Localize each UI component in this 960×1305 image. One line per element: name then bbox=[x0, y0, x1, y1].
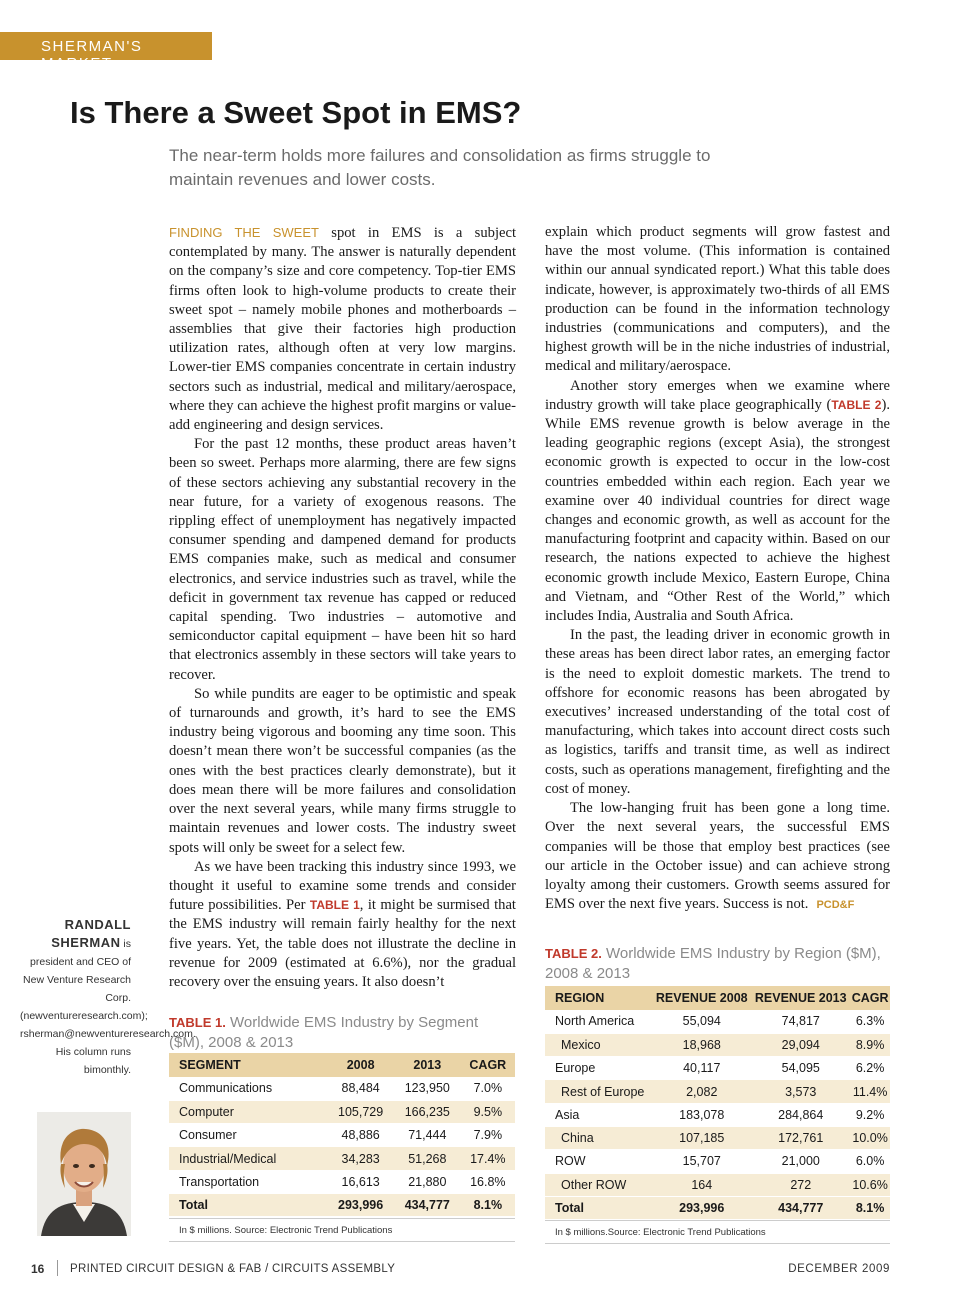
table-cell: 18,968 bbox=[652, 1033, 751, 1056]
table-cell: 9.2% bbox=[850, 1103, 890, 1126]
author-photo-icon bbox=[37, 1112, 131, 1236]
table-row bbox=[545, 1057, 890, 1080]
table-cell: Europe bbox=[545, 1057, 652, 1080]
table-1-bottom-rule bbox=[169, 1241, 515, 1242]
table-row bbox=[545, 1010, 890, 1033]
table-cell: 17.4% bbox=[461, 1147, 515, 1170]
table-cell: Computer bbox=[169, 1100, 327, 1123]
table-cell: 6.0% bbox=[850, 1150, 890, 1173]
table-cell: 15,707 bbox=[652, 1150, 751, 1173]
table-cell: Other ROW bbox=[545, 1173, 652, 1196]
table-2-source: In $ millions.Source: Electronic Trend Publications bbox=[555, 1227, 766, 1238]
table-cell: 9.5% bbox=[461, 1100, 515, 1123]
author-portrait bbox=[37, 1112, 131, 1236]
table-cell: China bbox=[545, 1126, 652, 1149]
page-number: 16 bbox=[31, 1262, 45, 1276]
lead-in: FINDING THE SWEET bbox=[169, 225, 319, 240]
table-cell: 2,082 bbox=[652, 1080, 751, 1103]
table-1-rule bbox=[169, 1218, 515, 1219]
table-cell: 284,864 bbox=[751, 1103, 850, 1126]
table-2-label: TABLE 2. bbox=[545, 946, 602, 961]
column-header: REGION bbox=[545, 986, 652, 1010]
paragraph: For the past 12 months, these product areas haven’t been so sweet. Perhaps more alarming, there are few signs of these sectors achieving any substantial recovery in the near future, for a variety of exogenous reasons. The rippling effect of unemployment has negatively impacted consumer spending and dampened demand for products EMS companies make, such as medical and consumer electronics, and service industries such as travel, while the deficit in government tax revenue has capped or reduced capital spending. Two industries – automotive and semiconductor capital equipment – have been hit so hard that electronics assembly in these sectors will take years to recover. bbox=[169, 436, 516, 683]
table-2-reference[interactable]: TABLE 2 bbox=[831, 397, 882, 412]
table-cell: 51,268 bbox=[394, 1147, 461, 1170]
table-cell: Mexico bbox=[545, 1033, 652, 1056]
table-cell: 54,095 bbox=[751, 1057, 850, 1080]
column-header: 2013 bbox=[394, 1053, 461, 1077]
table-cell: 293,996 bbox=[652, 1196, 751, 1219]
table-1-title bbox=[169, 1013, 514, 1053]
table-2-rule bbox=[545, 1220, 890, 1221]
table-cell: 55,094 bbox=[652, 1010, 751, 1033]
body-column-left bbox=[169, 223, 516, 992]
table-cell: 293,996 bbox=[327, 1193, 394, 1216]
headline: Is There a Sweet Spot in EMS? bbox=[70, 95, 522, 130]
table-cell: 88,484 bbox=[327, 1077, 394, 1100]
paragraph-text: spot in EMS is a subject contemplated by many. The answer is naturally dependent on the company’s size and core competency. Top-tier EMS firms often look to high-volume products to create their sweet spot – namely mobile phones and motherboards – assemblies that give their factories high production utilization rates, although often at very low margins. Lower-tier EMS companies concentrate in certain industry sectors such as industrial, medical and military/aerospace, where they can achieve the highest profit margins or value-add engineering and design services. bbox=[169, 225, 517, 434]
table-1-reference[interactable]: TABLE 1 bbox=[309, 898, 360, 913]
table-cell: 16.8% bbox=[461, 1170, 515, 1193]
table-cell: Communications bbox=[169, 1077, 327, 1100]
table-cell: 8.1% bbox=[850, 1196, 890, 1219]
table-header-row bbox=[169, 1053, 515, 1077]
paragraph bbox=[169, 223, 516, 435]
table-row bbox=[169, 1077, 515, 1100]
table-header-row bbox=[545, 986, 890, 1010]
column-header: CAGR bbox=[850, 986, 890, 1010]
table-cell: Consumer bbox=[169, 1124, 327, 1147]
table-cell: 10.6% bbox=[850, 1173, 890, 1196]
table-cell: 8.1% bbox=[461, 1193, 515, 1216]
table-row bbox=[169, 1100, 515, 1123]
table-row bbox=[169, 1147, 515, 1170]
table-cell: 105,729 bbox=[327, 1100, 394, 1123]
table-cell: 7.0% bbox=[461, 1077, 515, 1100]
column-header: CAGR bbox=[461, 1053, 515, 1077]
table-cell: 272 bbox=[751, 1173, 850, 1196]
table-cell: 434,777 bbox=[394, 1193, 461, 1216]
table-cell: North America bbox=[545, 1010, 652, 1033]
paragraph-text: ). While EMS revenue growth is below average in the leading geographic regions (except Asia), the strongest economic growth is expected to occur in the low-cost countries embedded within each region. Each year we examine over 40 individual countries for direct wage changes and economic growth, as well as account for the manufacturing footprint and capacity within. Based on our research, the nations expected to achieve the highest economic growth include Mexico, Eastern Europe, China and Vietnam, and “Other Rest of the World,” which includes India, Australia and South Africa. bbox=[545, 396, 890, 625]
column-header: SEGMENT bbox=[169, 1053, 327, 1077]
table-cell: Rest of Europe bbox=[545, 1080, 652, 1103]
paragraph: explain which product segments will grow fastest and have the most volume. (This information is contained within our annual syndicated report.) What this table does indicate, however, is approximately two-thirds of all EMS production can be found in the information technology industries (communications and computers), and the highest growth will be in the niche industries of industrial, medical and military/aerospace. bbox=[545, 224, 890, 375]
issue-date: DECEMBER 2009 bbox=[788, 1263, 890, 1275]
table-cell: 172,761 bbox=[751, 1126, 850, 1149]
table-row bbox=[545, 1080, 890, 1103]
table-cell: 40,117 bbox=[652, 1057, 751, 1080]
paragraph bbox=[545, 377, 890, 627]
paragraph: So while pundits are eager to be optimistic and speak of turnarounds and growth, it’s hard to see the EMS industry being vigorous and booming any time soon. This doesn’t mean there won’t be successful companies (as the ones with the best practices clearly demonstrate), but it does mean there will be more failures and consolidation over the next several years, while many firms struggle to maintain revenues and lower costs. The industry sweet spots will only be sweet for a select few. bbox=[169, 685, 516, 856]
table-cell: Industrial/Medical bbox=[169, 1147, 327, 1170]
table-cell: Transportation bbox=[169, 1170, 327, 1193]
table-cell: Total bbox=[545, 1196, 652, 1219]
column-header: 2008 bbox=[327, 1053, 394, 1077]
table-row bbox=[169, 1170, 515, 1193]
table-cell: 166,235 bbox=[394, 1100, 461, 1123]
table-cell: 7.9% bbox=[461, 1124, 515, 1147]
paragraph bbox=[169, 858, 516, 992]
body-column-right bbox=[545, 223, 890, 915]
table-row bbox=[545, 1173, 890, 1196]
table-1-label: TABLE 1. bbox=[169, 1015, 226, 1030]
table-row bbox=[545, 1126, 890, 1149]
table-2-title-text: Worldwide EMS Industry by Region ($M), 2008 & 2013 bbox=[545, 945, 881, 982]
table-cell: 21,000 bbox=[751, 1150, 850, 1173]
table-cell: 183,078 bbox=[652, 1103, 751, 1126]
deck: The near-term holds more failures and consolidation as firms struggle to maintain revenues and lower costs. bbox=[169, 146, 711, 189]
table-cell: 21,880 bbox=[394, 1170, 461, 1193]
table-row bbox=[545, 1103, 890, 1126]
table-cell: Asia bbox=[545, 1103, 652, 1126]
table-1-source: In $ millions. Source: Electronic Trend Publications bbox=[179, 1225, 393, 1236]
table-row bbox=[545, 1150, 890, 1173]
table-cell: 6.2% bbox=[850, 1057, 890, 1080]
column-header: REVENUE 2013 bbox=[751, 986, 850, 1010]
table-cell: Total bbox=[169, 1193, 327, 1216]
table-1-title-text: Worldwide EMS Industry by Segment ($M), 2008 & 2013 bbox=[169, 1014, 479, 1051]
end-mark: PCD&F bbox=[816, 899, 855, 912]
table-cell: 164 bbox=[652, 1173, 751, 1196]
table-total-row bbox=[169, 1193, 515, 1216]
author-bio-text: is president and CEO of New Venture Research Corp. (newventureresearch.com); rsherman@newventureresearch.com. His column runs bimonthly. bbox=[20, 938, 196, 1076]
table-cell: 8.9% bbox=[850, 1033, 890, 1056]
table-2-bottom-rule bbox=[545, 1243, 890, 1244]
table-cell: 74,817 bbox=[751, 1010, 850, 1033]
table-cell: 123,950 bbox=[394, 1077, 461, 1100]
table-cell: 71,444 bbox=[394, 1124, 461, 1147]
paragraph-text: The low-hanging fruit has been gone a long time. Over the next several years, the successful EMS companies will be those that employ best practices (see our article in the October issue) and can achieve strong loyalty among their customers. Growth seems assured for EMS over the next five years. Success is not. bbox=[545, 800, 890, 913]
table-cell: 107,185 bbox=[652, 1126, 751, 1149]
table-cell: 29,094 bbox=[751, 1033, 850, 1056]
table-cell: 34,283 bbox=[327, 1147, 394, 1170]
table-row bbox=[169, 1124, 515, 1147]
paragraph-text: , it might be surmised that the EMS industry will remain fairly healthy for the next five years. Yet, the table does not illustrate the decline in revenue for 2009 (estimated at 6.6%), nor the gradual recovery over the ensuing years. It also doesn’t bbox=[169, 897, 516, 990]
paragraph bbox=[545, 799, 890, 915]
table-cell: 434,777 bbox=[751, 1196, 850, 1219]
table-2 bbox=[545, 986, 890, 1220]
table-2-title bbox=[545, 944, 890, 984]
table-1 bbox=[169, 1053, 515, 1217]
table-cell: ROW bbox=[545, 1150, 652, 1173]
table-cell: 3,573 bbox=[751, 1080, 850, 1103]
table-row bbox=[545, 1033, 890, 1056]
author-first-name: RANDALL bbox=[64, 917, 131, 932]
section-tag: SHERMAN'S MARKET bbox=[0, 32, 212, 60]
table-total-row bbox=[545, 1196, 890, 1219]
author-last-name: SHERMAN bbox=[51, 935, 121, 950]
paragraph-text: As we have been tracking this industry since 1993, we thought it useful to examine some trends and consider future possibilities. Per bbox=[169, 858, 516, 914]
column-header: REVENUE 2008 bbox=[652, 986, 751, 1010]
table-cell: 6.3% bbox=[850, 1010, 890, 1033]
table-cell: 11.4% bbox=[850, 1080, 890, 1103]
publication-name: PRINTED CIRCUIT DESIGN & FAB / CIRCUITS ASSEMBLY bbox=[70, 1263, 396, 1275]
paragraph: In the past, the leading driver in economic growth in these areas has been direct labor rates, an emerging factor is the need to exploit domestic markets. The trend to offshore for economic reasons has been abrogated by executives’ increased understanding of the total cost of manufacturing, which takes into account direct costs such as logistics, tariffs and transit time, as well as indirect costs, such as operations management, firefighting and the cost of money. bbox=[545, 627, 890, 797]
footer-divider bbox=[57, 1260, 58, 1276]
author-bio bbox=[20, 916, 196, 1079]
table-cell: 10.0% bbox=[850, 1126, 890, 1149]
paragraph-text: Another story emerges when we examine where industry growth will take place geographically ( bbox=[545, 377, 890, 413]
table-cell: 48,886 bbox=[327, 1124, 394, 1147]
table-cell: 16,613 bbox=[327, 1170, 394, 1193]
